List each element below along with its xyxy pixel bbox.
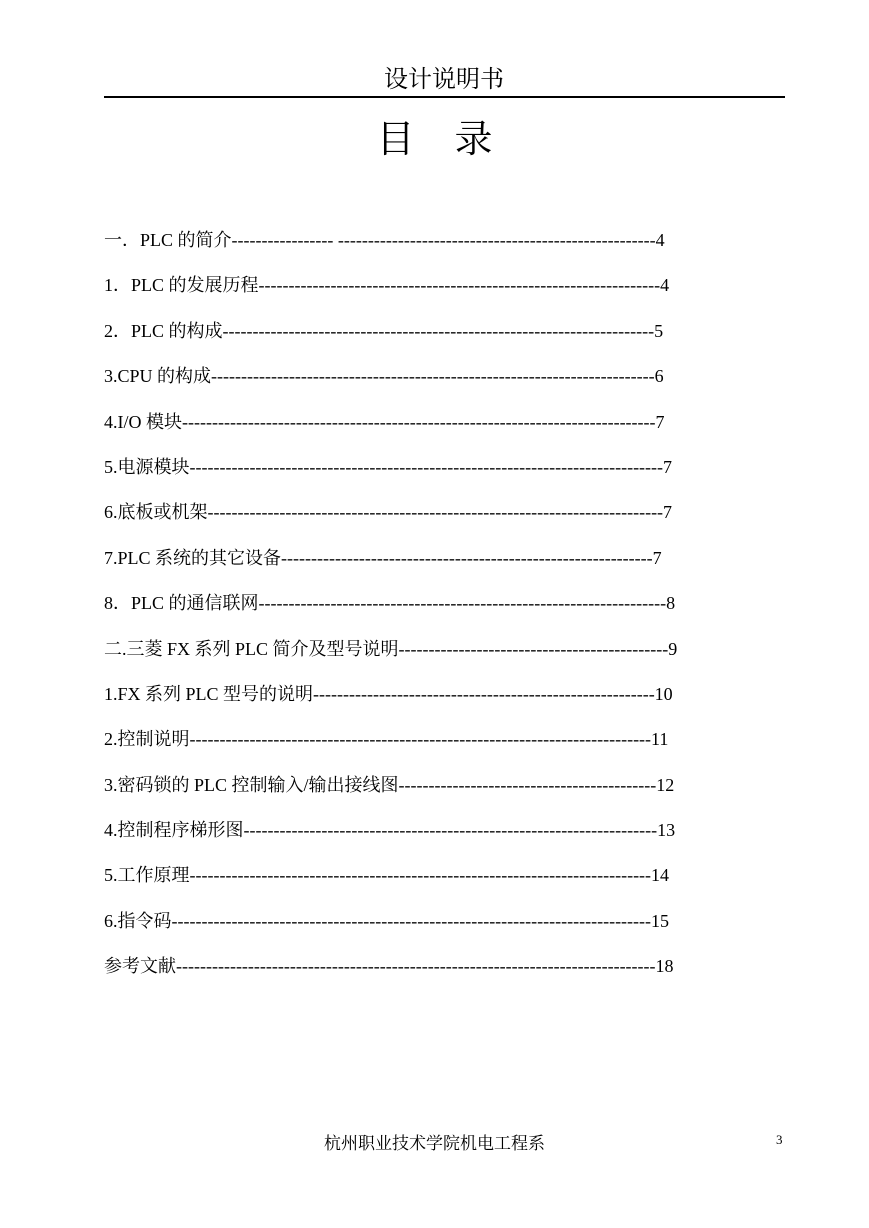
- toc-entry: 4.控制程序梯形图---------------------------------------------------------------------13: [104, 820, 676, 841]
- toc-entry: 6.指令码--------------------------------------------------------------------------------15: [104, 910, 670, 931]
- toc-entry: 2．PLC 的构成------------------------------------------------------------------------5: [104, 320, 664, 341]
- toc-entry: 参考文献--------------------------------------------------------------------------------18: [104, 956, 674, 977]
- toc-entry: 一．PLC 的简介----------------- -----------------------------------------------------4: [104, 230, 665, 250]
- toc-entry: 5.工作原理-----------------------------------------------------------------------------14: [104, 865, 670, 886]
- document-header-title: 设计说明书: [384, 65, 504, 93]
- toc-entry: 2.控制说明-----------------------------------------------------------------------------11: [104, 729, 669, 750]
- footer-institution: 杭州职业技术学院机电工程系: [324, 1134, 545, 1154]
- toc-list: [104, 226, 677, 998]
- toc-entry: 3.CPU 的构成--------------------------------------------------------------------------6: [104, 366, 664, 387]
- toc-entry: 6.底板或机架----------------------------------------------------------------------------7: [104, 502, 673, 523]
- toc-title: 目录: [376, 117, 533, 161]
- toc-entry: 4.I/O 模块-------------------------------------------------------------------------------7: [104, 411, 665, 432]
- toc-entry: 二.三菱 FX 系列 PLC 简介及型号说明---------------------------------------------9: [104, 638, 678, 659]
- toc-entry: 5.电源模块-------------------------------------------------------------------------------7: [104, 456, 673, 477]
- page-number: 3: [776, 1132, 783, 1147]
- toc-entry: 3.密码锁的 PLC 控制输入/输出接线图-------------------------------------------12: [104, 774, 675, 795]
- toc-entry: 1．PLC 的发展历程-------------------------------------------------------------------4: [104, 275, 670, 296]
- toc-entry: 8．PLC 的通信联网--------------------------------------------------------------------8: [104, 593, 676, 614]
- header-rule: [104, 96, 785, 98]
- toc-entry: 1.FX 系列 PLC 型号的说明---------------------------------------------------------10: [104, 683, 673, 704]
- toc-entry: 7.PLC 系统的其它设备--------------------------------------------------------------7: [104, 547, 662, 568]
